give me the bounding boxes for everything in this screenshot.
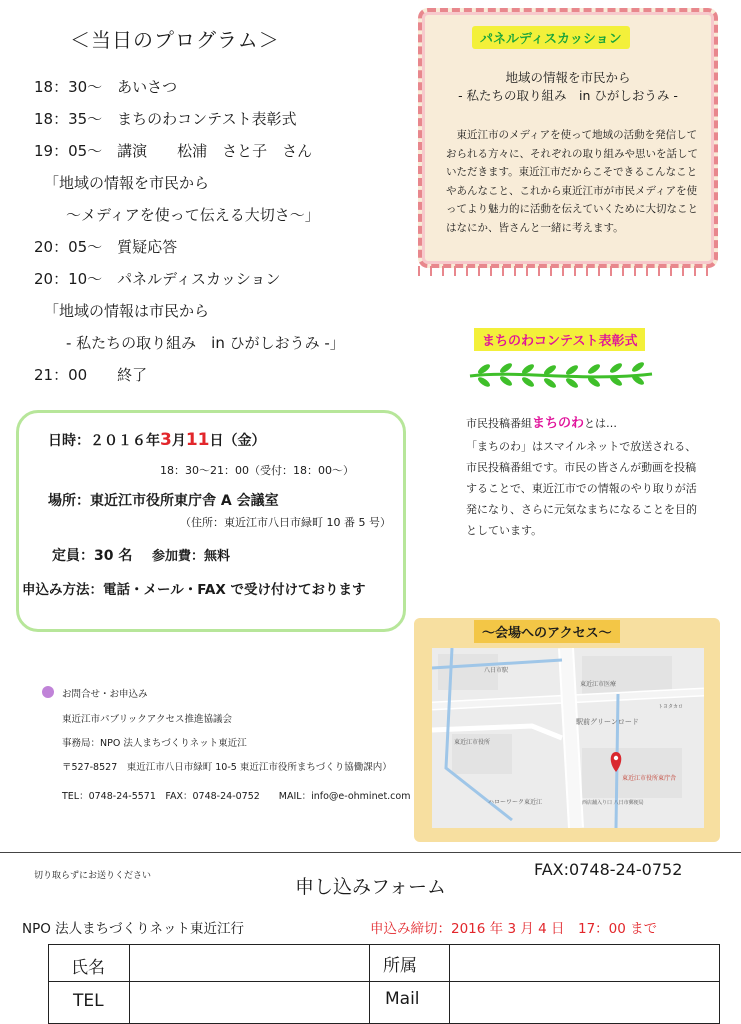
- form-label-name: 氏名: [71, 958, 105, 978]
- contest-description: 「まちのわ」はスマイルネットで放送される、市民投稿番組です。市民の皆さんが動画を投稿することで、東近江市での情報のやり取りが活発になり、さらに元気なまちになることを目的としています。: [466, 440, 697, 537]
- program-line: 20：05～ 質疑応答: [34, 238, 178, 256]
- panel-subtitle-2: - 私たちの取り組み in ひがしおうみ -: [458, 88, 678, 103]
- event-time: 18：30～21：00（受付：18：00～）: [160, 464, 354, 477]
- form-title: 申し込みフォーム: [294, 876, 447, 898]
- map-label-shop: トヨタカロ: [658, 704, 684, 710]
- contest-lead-prefix: 市民投稿番組: [466, 417, 532, 430]
- map-label-center: 東近江市医療: [580, 681, 617, 688]
- contest-lead: [466, 412, 617, 431]
- panel-fringe-decoration: [418, 266, 718, 276]
- machinowa-logo: まちのわ: [532, 416, 585, 431]
- contact-address: 〒527-8527 東近江市八日市緑町 10-5 東近江市役所まちづくり協働課内）: [62, 762, 392, 773]
- access-tag: ～会場へのアクセス～: [474, 620, 620, 643]
- event-fee: 参加費：無料: [152, 549, 231, 564]
- event-day-suffix: 日（金）: [209, 433, 266, 449]
- event-month-unit: 月: [171, 433, 186, 449]
- map-label-hospital: 東近江市役所: [454, 739, 491, 746]
- event-date-prefix: 日時：２０１６年: [48, 433, 160, 449]
- panel-description: 東近江市のメディアを使って地域の活動を発信しておられる方々に、それぞれの取り組みや思いを話していただきます。東近江市だからこそできるこんなことやあんなこと、これから東近江市が市民メディアを使ってより魅力的に活動を伝えていくために大切なことはなにか、皆さんと一緒に考えます。: [446, 129, 698, 234]
- form-divider: [0, 852, 741, 853]
- contact-org: 東近江市パブリックアクセス推進協議会: [62, 714, 232, 725]
- panel-discussion-tag: パネルディスカッション: [472, 26, 630, 49]
- program-line: ～メディアを使って伝える大切さ～」: [66, 206, 320, 224]
- form-mail-field[interactable]: [451, 985, 717, 1021]
- program-line: 「地域の情報を市民から: [44, 174, 210, 192]
- form-deadline: 申込み締切：2016 年 3 月 4 日 17：00 まで: [370, 921, 658, 937]
- application-method: 申込み方法：電話・メール・FAX で受け付けております: [22, 582, 366, 598]
- program-line: 「地域の情報は市民から: [44, 302, 210, 320]
- contact-numbers: TEL：0748-24-5571 FAX：0748-24-0752 MAIL：info@e-ohminet.com: [62, 791, 411, 802]
- form-tel-field[interactable]: [131, 985, 367, 1021]
- form-col-divider: [449, 945, 450, 1023]
- map-label-station: 八日市駅: [484, 667, 509, 674]
- form-col-divider: [369, 945, 370, 1023]
- event-capacity: 定員：30 名: [52, 548, 133, 564]
- form-col-divider: [129, 945, 130, 1023]
- event-date: [48, 430, 266, 450]
- program-line: 20：10～ パネルディスカッション: [34, 270, 281, 288]
- event-place: 場所：東近江市役所東庁舎 A 会議室: [48, 493, 279, 509]
- vine-decoration-icon: [466, 360, 656, 390]
- event-month: 3: [160, 430, 172, 450]
- access-map: [432, 648, 704, 828]
- program-line: 18：35～ まちのわコンテスト表彰式: [34, 110, 297, 128]
- event-address: （住所：東近江市八日市緑町 10 番 5 号）: [180, 516, 391, 529]
- map-label-post: 西店舗入り口 八日市郵便局: [582, 800, 644, 806]
- form-destination: NPO 法人まちづくりネット東近江行: [22, 921, 245, 937]
- contest-lead-suffix: とは…: [584, 417, 618, 430]
- application-form-table: [48, 944, 720, 1024]
- map-label-hello: ハローワーク東近江: [488, 799, 543, 806]
- contact-heading: お問合せ・お申込み: [62, 689, 148, 700]
- program-line: 19：05～ 講演 松浦 さと子 さん: [34, 142, 313, 160]
- program-title: ＜当日のプログラム＞: [70, 28, 280, 52]
- form-fax-number: FAX:0748-24-0752: [534, 860, 683, 879]
- map-label-road: 駅前グリーンロード: [576, 718, 639, 726]
- form-label-mail: Mail: [385, 989, 420, 1009]
- form-label-affiliation: 所属: [383, 956, 417, 976]
- contact-bullet-icon: [42, 686, 54, 698]
- map-label-pin: 東近江市役所東庁舎: [622, 775, 677, 782]
- form-cut-note: 切り取らずにお送りください: [34, 871, 152, 881]
- program-line: 18：30～ あいさつ: [34, 78, 178, 96]
- contest-tag: まちのわコンテスト表彰式: [474, 328, 645, 351]
- form-name-field[interactable]: [131, 947, 367, 979]
- panel-subtitle: 地域の情報を市民から: [505, 70, 631, 85]
- form-row-divider: [49, 981, 719, 982]
- event-day: 11: [185, 430, 210, 450]
- form-label-tel: TEL: [73, 991, 104, 1011]
- program-line: - 私たちの取り組み in ひがしおうみ -」: [66, 334, 345, 352]
- program-line: 21：00 終了: [34, 366, 148, 384]
- contact-office: 事務局：NPO 法人まちづくりネット東近江: [62, 738, 247, 749]
- form-affiliation-field[interactable]: [451, 947, 717, 979]
